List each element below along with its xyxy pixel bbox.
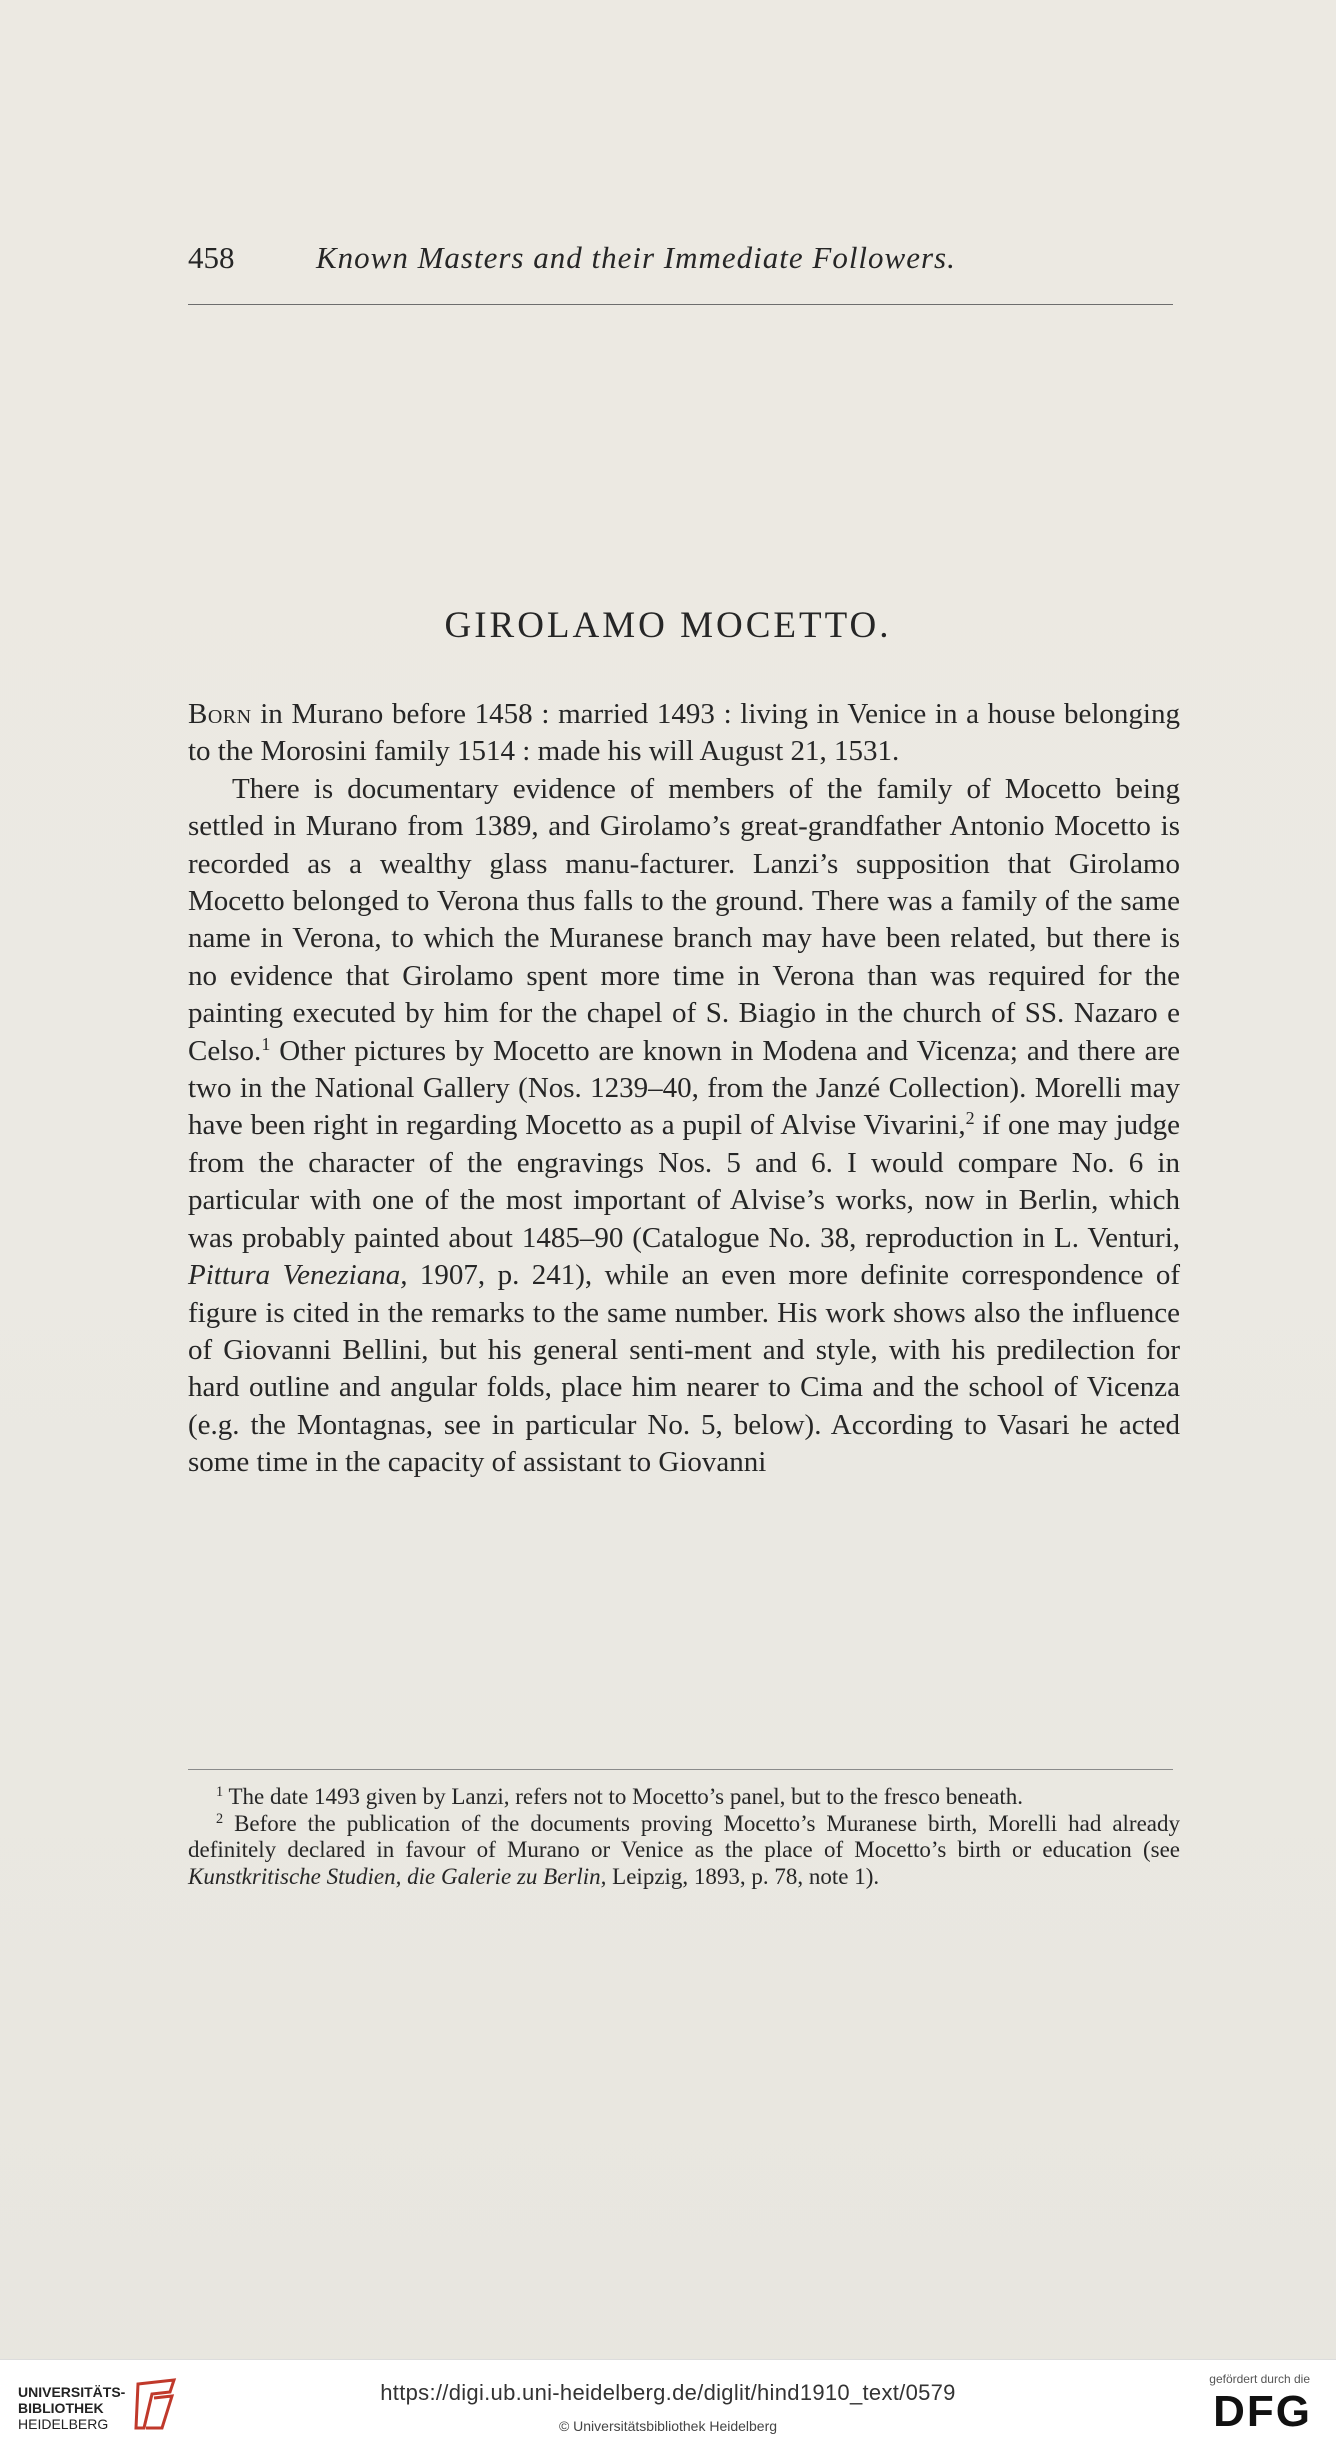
running-title: Known Masters and their Immediate Followers. xyxy=(316,240,956,275)
footnotes xyxy=(188,1784,1180,1890)
paragraph-2 xyxy=(188,771,1180,1482)
paragraph-1-text: in Murano before 1458 : married 1493 : living in Venice in a house belonging to the Morosini family 1514 : made his will August 21, 1531. xyxy=(188,698,1180,768)
footnote-1-text: The date 1493 given by Lanzi, refers not to Mocetto’s panel, but to the fresco beneath. xyxy=(223,1784,1023,1809)
paragraph-2-text-d: 1907, p. 241), while an even more definite correspondence of figure is cited in the remarks to the same number. His work shows also the influence of Giovanni Bellini, but his general senti-ment and style, with his predilection for hard outline and angular folds, place him nearer to Cima and the school of Vicenza (e.g. the Montagnas, see in particular No. 5, below). According to Vasari he acted some time in the capacity of assistant to Giovanni xyxy=(188,1259,1180,1479)
footnote-2-cited-title: Kunstkritische Studien, die Galerie zu Berlin, xyxy=(188,1863,607,1889)
footnote-2-text-b: Leipzig, 1893, p. 78, note 1). xyxy=(606,1863,880,1889)
footnote-2 xyxy=(188,1811,1180,1891)
chapter-title: GIROLAMO MOCETTO. xyxy=(444,605,892,646)
cited-title: Pittura Veneziana, xyxy=(188,1259,408,1292)
footnote-ref-2[interactable]: 2 xyxy=(965,1108,975,1129)
paragraph-2-text-b: Other pictures by Mocetto are known in Modena and Vicenza; and there are two in the National Gallery (Nos. 1239–40, from the Janzé Collection). Morelli may have been right in regarding Mocetto as a pupil of Alvise Vivarini, xyxy=(188,1034,1180,1142)
body-text xyxy=(188,696,1180,1482)
paragraph-lead-word: Born xyxy=(188,698,252,730)
sponsor-text: gefördert durch die xyxy=(1209,2372,1310,2386)
page-number: 458 xyxy=(188,240,235,275)
paragraph-1 xyxy=(188,696,1180,771)
footnote-rule xyxy=(188,1769,1173,1770)
running-head xyxy=(188,240,1173,290)
viewer-footer xyxy=(0,2359,1336,2446)
header-rule xyxy=(188,304,1173,305)
dfg-logo[interactable]: DFG xyxy=(1213,2387,1312,2436)
document-url-link[interactable]: https://digi.ub.uni-heidelberg.de/diglit/hind1910_text/0579 xyxy=(380,2380,956,2405)
library-name-line-3: HEIDELBERG xyxy=(18,2416,109,2432)
footnote-2-mark: 2 xyxy=(216,1810,224,1827)
paragraph-2-text-c: if one may judge from the character of the engravings Nos. 5 and 6. I would compare No. 6 in particular with one of the most important of Alvise’s works, now in Berlin, which was probably painted about 1485–90 (Catalogue No. 38, reproduction in L. Venturi, xyxy=(188,1109,1180,1254)
footnote-2-text-a: Before the publication of the documents proving Mocetto’s Muranese birth, Morelli had already definitely declared in favour of Murano or Venice as the place of Mocetto’s birth or education (see xyxy=(188,1810,1180,1862)
footnote-1-mark: 1 xyxy=(216,1784,224,1801)
footnote-ref-1[interactable]: 1 xyxy=(261,1033,271,1054)
library-name-line-2: BIBLIOTHEK xyxy=(18,2400,104,2416)
footnote-1 xyxy=(188,1784,1180,1811)
copyright-notice: © Universitätsbibliothek Heidelberg xyxy=(558,2418,778,2434)
library-name-line-1: UNIVERSITÄTS- xyxy=(18,2384,126,2400)
paragraph-2-text-a: There is documentary evidence of members of the family of Mocetto being settled in Murano from 1389, and Girolamo’s great-grandfather Antonio Mocetto is recorded as a wealthy glass manu-facturer. Lanzi’s supposition that Girolamo Mocetto belonged to Verona thus falls to the ground. There was a family of the same name in Verona, to which the Muranese branch may have been related, but there is no evidence that Girolamo spent more time in Verona than was required for the painting executed by him for the chapel of S. Biagio in the church of SS. Nazaro e Celso. xyxy=(188,772,1180,1067)
